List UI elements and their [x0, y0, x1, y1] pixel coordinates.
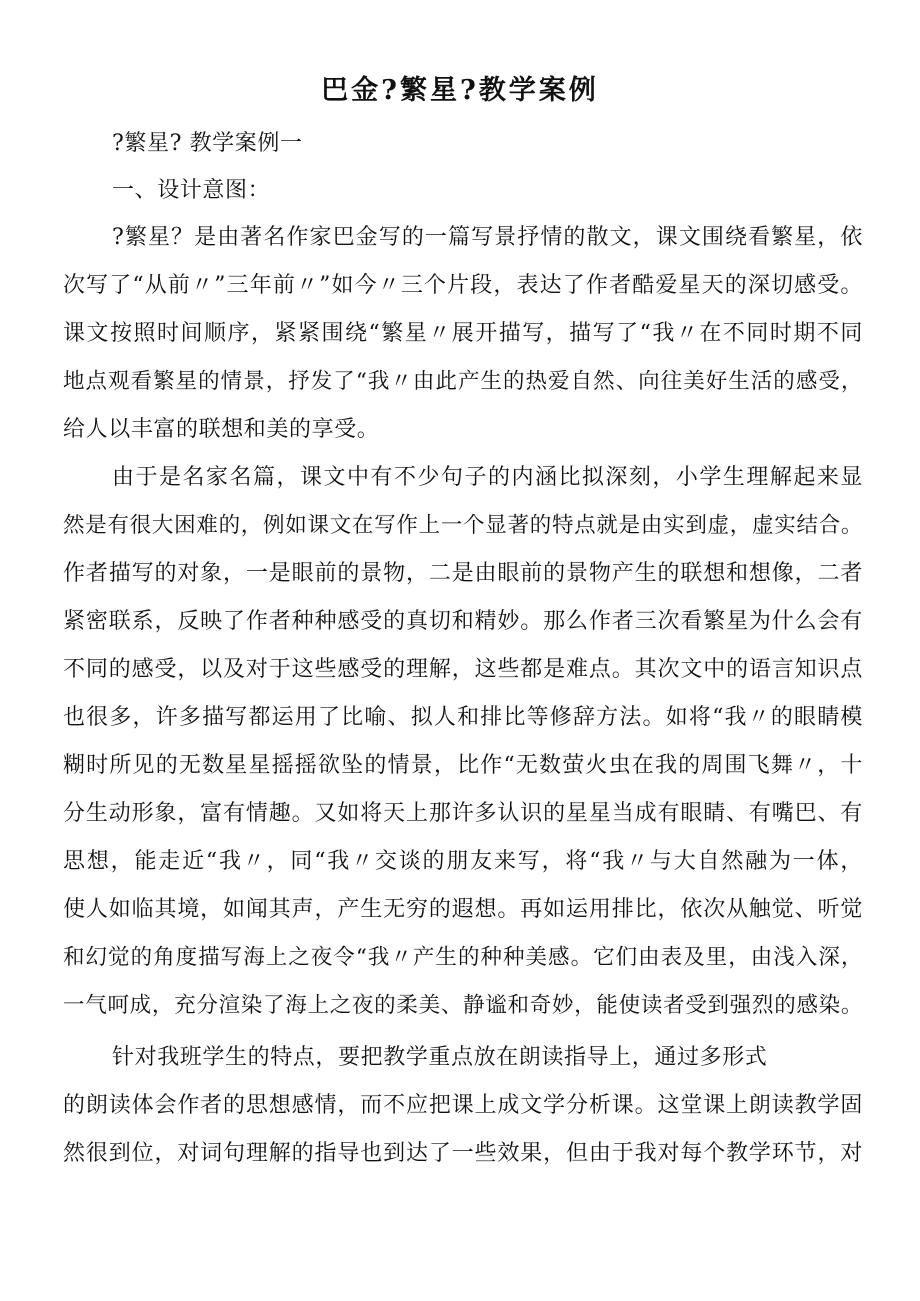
- paragraph-1-line: 次写了“从前〃”三年前〃”如今〃三个片段，表达了作者酷爱星天的深切感受。: [63, 273, 863, 298]
- paragraph-1-line: ?繁星？是由著名作家巴金写的一篇写景抒情的散文，课文围绕看繁星，依: [112, 225, 863, 250]
- document-title: 巴金?繁星?教学案例: [321, 75, 599, 106]
- paragraph-3-line: 针对我班学生的特点，要把教学重点放在朗读指导上，通过多形式: [112, 1045, 768, 1070]
- paragraph-2-line: 思想，能走近“我〃，同“我〃交谈的朋友来写，将“我〃与大自然融为一体，: [63, 849, 863, 874]
- paragraph-2-line: 不同的感受，以及对于这些感受的理解，这些都是难点。其次文中的语言知识点: [63, 657, 863, 682]
- paragraph-2-line: 糊时所见的无数星星摇摇欲坠的情景，比作“无数萤火虫在我的周围飞舞〃，十: [63, 753, 863, 778]
- paragraph-2-line: 和幻觉的角度描写海上之夜令“我〃产生的种种美感。它们由表及里，由浅入深，: [63, 945, 863, 970]
- paragraph-2-line: 使人如临其境，如闻其声，产生无穷的遐想。再如运用排比，依次从触觉、听觉: [63, 897, 863, 922]
- paragraph-2-line: 分生动形象，富有情趣。又如将天上那许多认识的星星当成有眼睛、有嘴巴、有: [63, 801, 863, 826]
- paragraph-2-line: 由于是名家名篇，课文中有不少句子的内涵比拟深刻，小学生理解起来显: [112, 465, 863, 490]
- paragraph-3-line: 的朗读体会作者的思想感情，而不应把课上成文学分析课。这堂课上朗读教学固: [63, 1093, 863, 1118]
- section-heading: 一、设计意图：: [112, 178, 271, 203]
- paragraph-2-line: 作者描写的对象，一是眼前的景物，二是由眼前的景物产生的联想和想像，二者: [63, 561, 863, 586]
- paragraph-1-line: 课文按照时间顺序，紧紧围绕“繁星〃展开描写，描写了“我〃在不同时期不同: [63, 321, 863, 346]
- paragraph-3-line: 然很到位，对词句理解的指导也到达了一些效果，但由于我对每个教学环节，对: [63, 1141, 863, 1166]
- paragraph-2-line: 一气呵成，充分渲染了海上之夜的柔美、静谧和奇妙，能使读者受到强烈的感染。: [63, 993, 863, 1018]
- paragraph-1-line: 地点观看繁星的情景，抒发了“我〃由此产生的热爱自然、向往美好生活的感受，: [63, 369, 863, 394]
- paragraph-2-line: 然是有很大困难的，例如课文在写作上一个显著的特点就是由实到虚，虚实结合。: [63, 513, 863, 538]
- document-subtitle: ?繁星? 教学案例一: [112, 131, 303, 156]
- paragraph-2-line: 也很多，许多描写都运用了比喻、拟人和排比等修辞方法。如将“我〃的眼睛模: [63, 705, 863, 730]
- paragraph-2-line: 紧密联系，反映了作者种种感受的真切和精妙。那么作者三次看繁星为什么会有: [63, 609, 863, 634]
- paragraph-1-line: 给人以丰富的联想和美的享受。: [63, 417, 380, 442]
